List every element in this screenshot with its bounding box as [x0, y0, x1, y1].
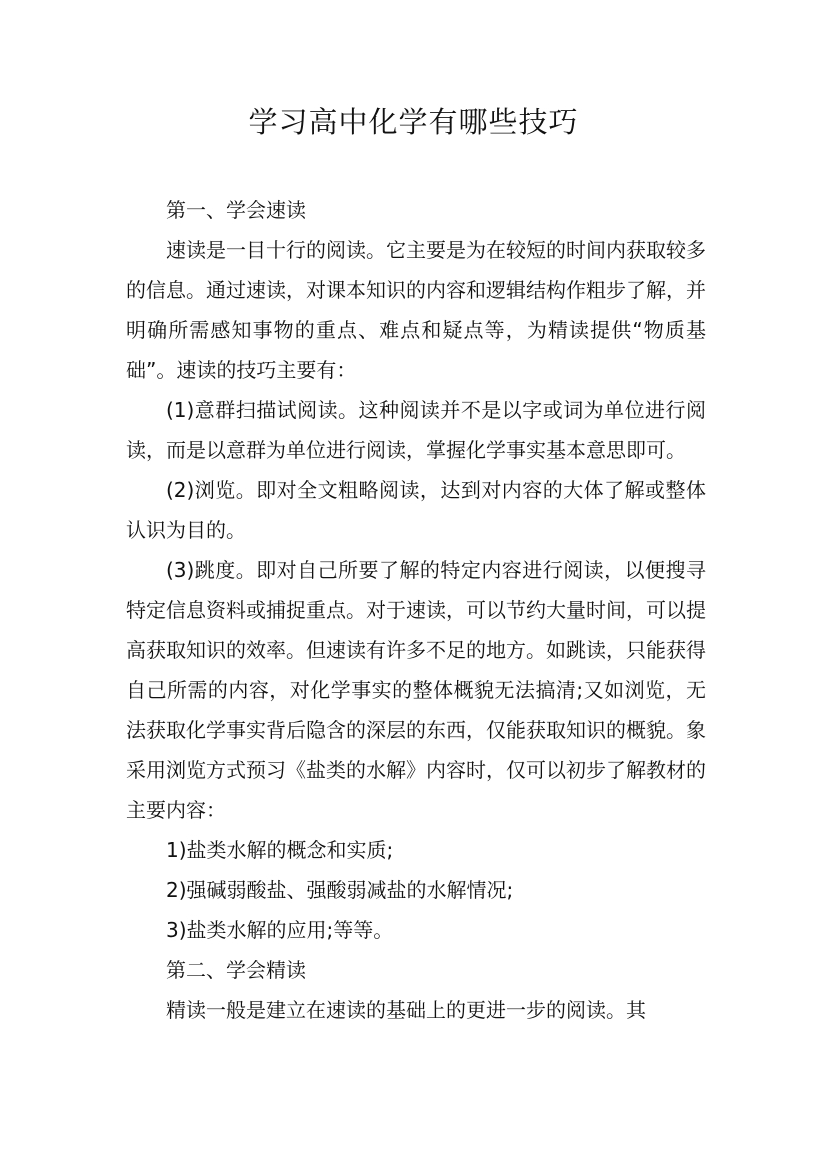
paragraph-method-3: (3)跳度。即对自己所要了解的特定内容进行阅读，以便搜寻特定信息资料或捕捉重点。对于速读，可以节约大量时间，可以提高获取知识的效率。但速读有许多不足的地方。如跳读，只能获得自己所需的内容，对化学事实的整体概貌无法搞清;又如浏览，无法获取化学事实背后隐含的深层的东西，仅能获取知识的概貌。象采用浏览方式预习《盐类的水解》内容时，仅可以初步了解教材的主要内容：	[126, 558, 706, 822]
paragraph-method-2: (2)浏览。即对全文粗略阅读，达到对内容的大体了解或整体认识为目的。	[126, 478, 706, 542]
paragraph-intensive-reading-intro: 精读一般是建立在速读的基础上的更进一步的阅读。其	[166, 998, 646, 1022]
section-heading-speed-reading: 第一、学会速读	[166, 198, 306, 222]
list-item-1: 1)盐类水解的概念和实质;	[166, 838, 394, 862]
paragraph-method-1: (1)意群扫描试阅读。这种阅读并不是以字或词为单位进行阅读，而是以意群为单位进行阅读，掌握化学事实基本意思即可。	[126, 398, 706, 462]
document-body	[126, 190, 706, 1030]
document-title: 学习高中化学有哪些技巧	[248, 105, 579, 139]
paragraph-speed-reading-intro: 速读是一目十行的阅读。它主要是为在较短的时间内获取较多的信息。通过速读，对课本知识的内容和逻辑结构作粗步了解，并明确所需感知事物的重点、难点和疑点等，为精读提供“物质基础”。速读的技巧主要有：	[126, 238, 706, 382]
list-item-3: 3)盐类水解的应用;等等。	[166, 918, 394, 942]
list-item-2: 2)强碱弱酸盐、强酸弱减盐的水解情况;	[166, 878, 514, 902]
section-heading-intensive-reading: 第二、学会精读	[166, 958, 306, 982]
